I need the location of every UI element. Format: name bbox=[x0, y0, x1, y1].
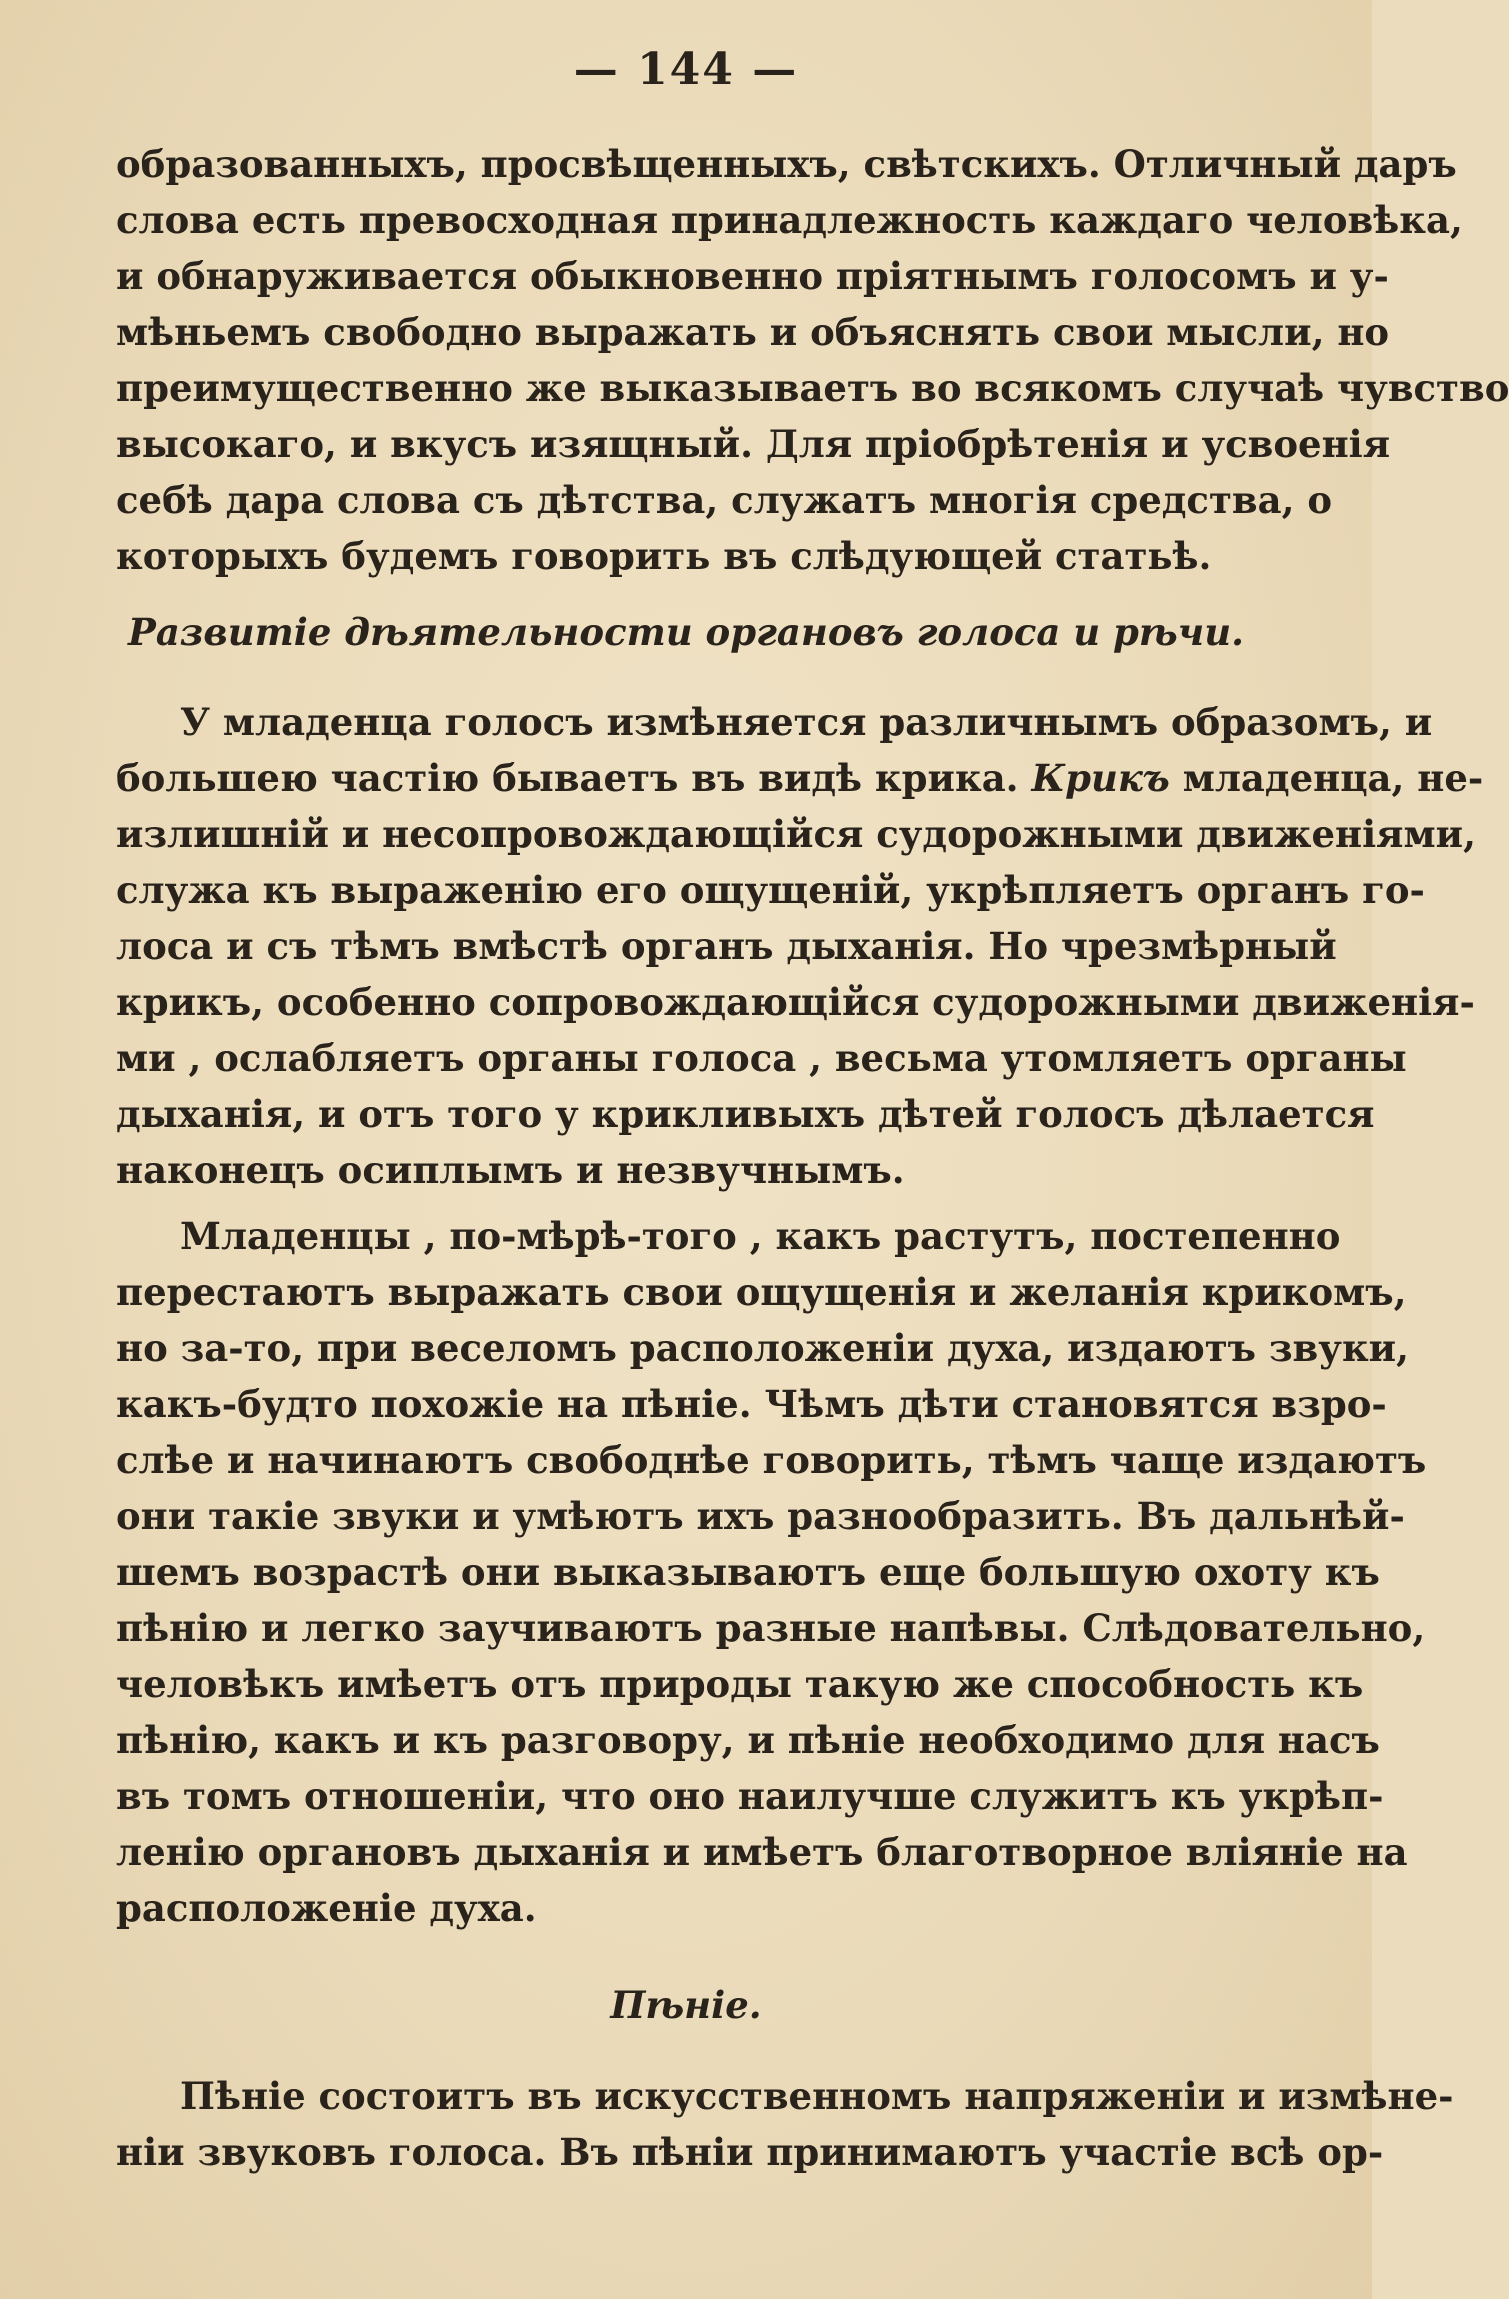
text-line: шемъ возрастѣ они выказываютъ еще большую охоту къ bbox=[116, 1550, 1380, 1594]
text-line: преимущественно же выказываетъ во всякомъ случаѣ чувство bbox=[116, 366, 1509, 410]
text-line: они такіе звуки и умѣютъ ихъ разнообразить. Въ дальнѣй- bbox=[116, 1494, 1405, 1538]
text-line: человѣкъ имѣетъ отъ природы такую же способность къ bbox=[116, 1662, 1364, 1706]
text-line-with-emphasis bbox=[116, 750, 1484, 806]
text-line: пѣнію и легко заучиваютъ разные напѣвы. Слѣдовательно, bbox=[116, 1606, 1426, 1650]
text-line: слова есть превосходная принадлежность каждаго человѣка, bbox=[116, 198, 1463, 242]
text-line: лоса и съ тѣмъ вмѣстѣ органъ дыханія. Но чрезмѣрный bbox=[116, 924, 1337, 968]
text-line: Младенцы , по-мѣрѣ-того , какъ растутъ, постепенно bbox=[180, 1214, 1341, 1258]
text-line: расположеніе духа. bbox=[116, 1886, 537, 1930]
paragraph-3 bbox=[116, 1208, 1427, 1936]
text-line: мѣньемъ свободно выражать и объяснять свои мысли, но bbox=[116, 310, 1390, 354]
paragraph-1 bbox=[116, 136, 1509, 584]
paragraph-2 bbox=[116, 694, 1484, 1198]
text-line: и обнаруживается обыкновенно пріятнымъ голосомъ и у- bbox=[116, 254, 1389, 298]
text-fragment: большею частію бываетъ въ видѣ крика. bbox=[116, 756, 1019, 800]
text-line: ленію органовъ дыханія и имѣетъ благотворное вліяніе на bbox=[116, 1830, 1408, 1874]
text-line: которыхъ будемъ говорить въ слѣдующей статьѣ. bbox=[116, 534, 1212, 578]
text-line: высокаго, и вкусъ изящный. Для пріобрѣтенія и усвоенія bbox=[116, 422, 1391, 466]
emphasized-word: Крикъ bbox=[1031, 756, 1170, 800]
paragraph-4 bbox=[116, 2068, 1454, 2180]
text-line: но за-то, при веселомъ расположеніи духа, издаютъ звуки, bbox=[116, 1326, 1409, 1370]
text-line: служа къ выраженію его ощущеній, укрѣпляетъ органъ го- bbox=[116, 868, 1425, 912]
text-line: пѣнію, какъ и къ разговору, и пѣніе необходимо для насъ bbox=[116, 1718, 1380, 1762]
text-line: У младенца голосъ измѣняется различнымъ образомъ, и bbox=[180, 700, 1433, 744]
text-line: слѣе и начинаютъ свободнѣе говорить, тѣмъ чаще издаютъ bbox=[116, 1438, 1427, 1482]
text-fragment: младенца, не- bbox=[1182, 756, 1484, 800]
text-line: себѣ дара слова съ дѣтства, служатъ многія средства, о bbox=[116, 478, 1333, 522]
text-line: какъ-будто похожіе на пѣніе. Чѣмъ дѣти становятся взро- bbox=[116, 1382, 1387, 1426]
page-number: — 144 — bbox=[573, 44, 799, 95]
text-line: въ томъ отношеніи, что оно наилучше служитъ къ укрѣп- bbox=[116, 1774, 1384, 1818]
text-line: дыханія, и отъ того у крикливыхъ дѣтей голосъ дѣлается bbox=[116, 1092, 1375, 1136]
text-line: образованныхъ, просвѣщенныхъ, свѣтскихъ. Отличный даръ bbox=[116, 142, 1457, 186]
section-heading-development: Развитіе дѣятельности органовъ голоса и рѣчи. bbox=[128, 610, 1244, 654]
text-line: Пѣніе состоитъ въ искусственномъ напряженіи и измѣне- bbox=[180, 2074, 1454, 2118]
text-line: наконецъ осиплымъ и незвучнымъ. bbox=[116, 1148, 905, 1192]
text-line: излишній и несопровождающійся судорожными движеніями, bbox=[116, 812, 1476, 856]
text-line: крикъ, особенно сопровождающійся судорожными движенія- bbox=[116, 980, 1475, 1024]
text-line: ми , ослабляетъ органы голоса , весьма утомляетъ органы bbox=[116, 1036, 1407, 1080]
section-heading-singing: Пѣніе. bbox=[610, 1983, 762, 2027]
text-line: ніи звуковъ голоса. Въ пѣніи принимаютъ участіе всѣ ор- bbox=[116, 2130, 1384, 2174]
text-line: перестаютъ выражать свои ощущенія и желанія крикомъ, bbox=[116, 1270, 1407, 1314]
